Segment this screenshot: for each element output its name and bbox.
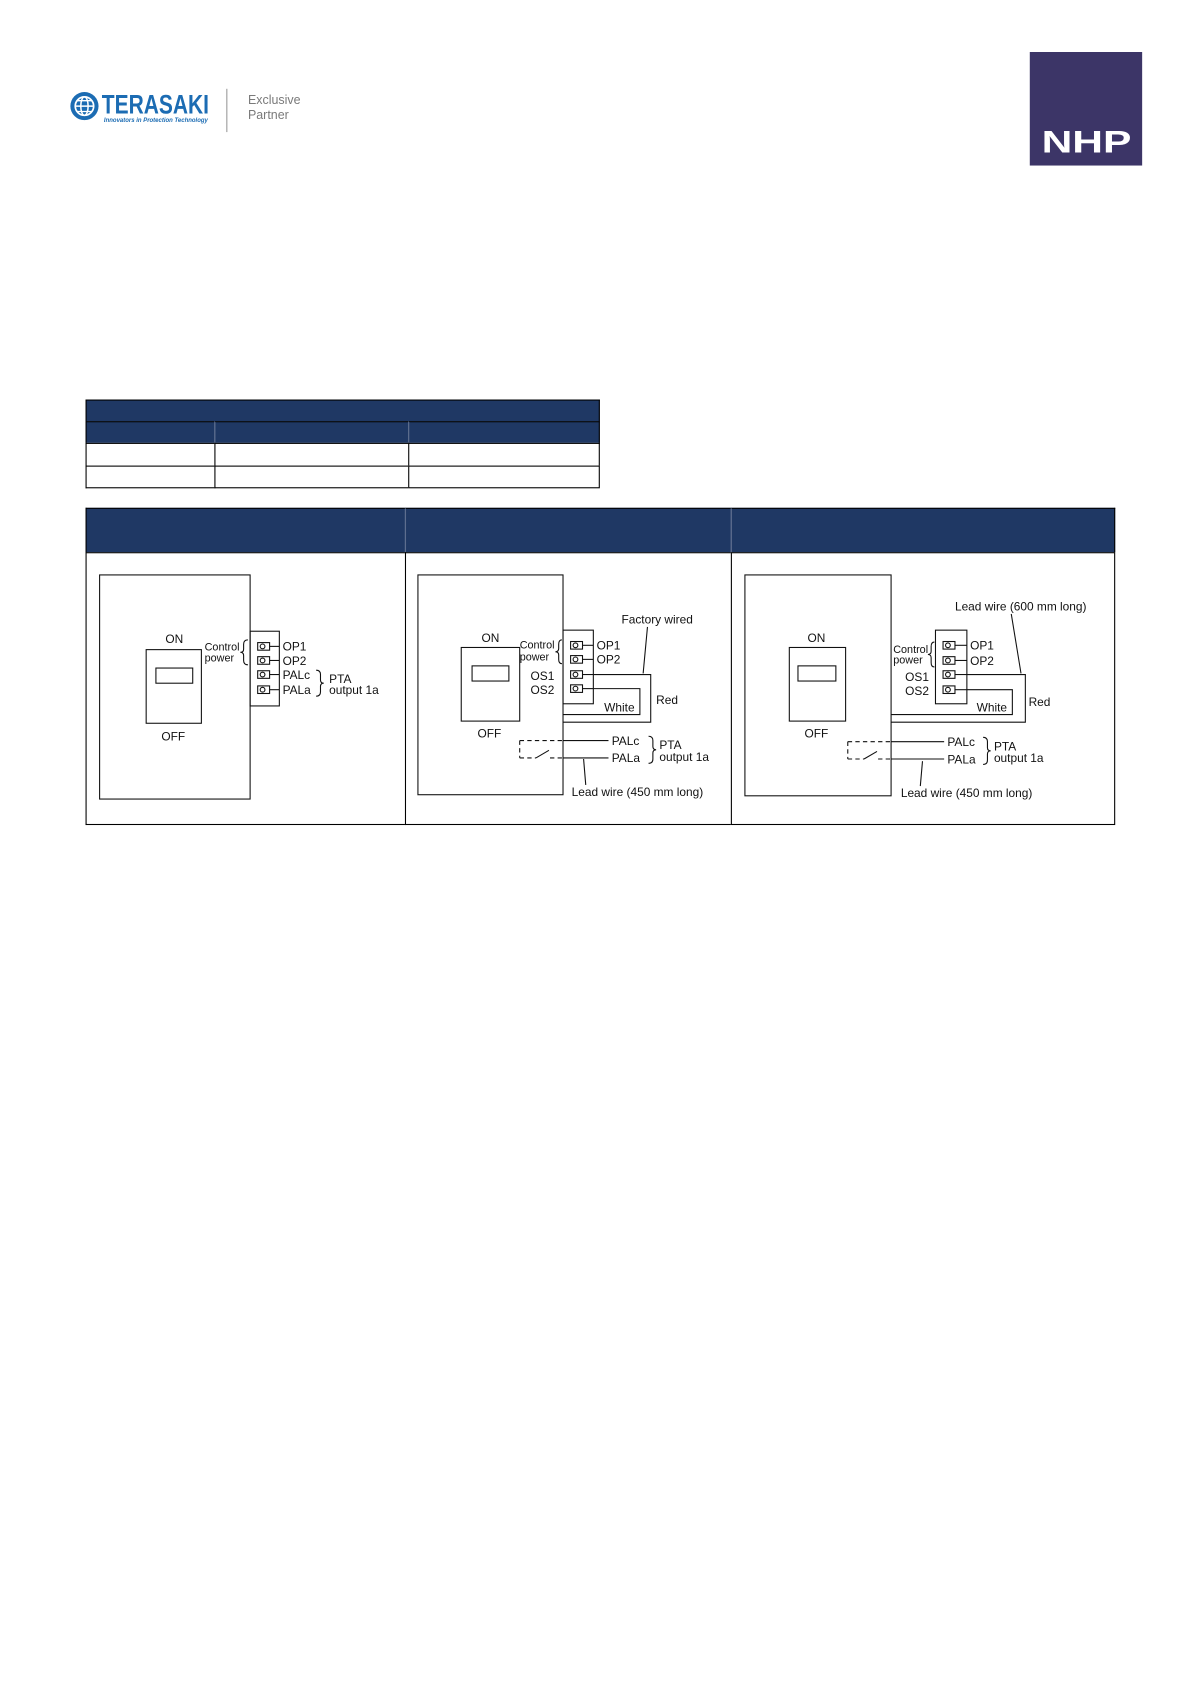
summary-table-cell [214, 466, 408, 489]
wiring-table-cell [86, 552, 405, 825]
terminal-os1 [571, 671, 594, 679]
terminal-os2 [943, 686, 967, 694]
factory-wired-leader [643, 627, 647, 674]
terminal-op1 [258, 643, 280, 651]
pta-output-label: output 1a [993, 751, 1044, 766]
partner-label-line2: Partner [247, 109, 289, 123]
summary-table-title [86, 400, 600, 422]
os1-label: OS1 [530, 668, 555, 683]
pala-label: PALa [947, 752, 976, 767]
red-wire-label: Red [656, 692, 678, 707]
control-power-label-line2: power [204, 652, 235, 665]
exclusive-partner-label [248, 93, 301, 123]
wiring-table-cell [731, 552, 1115, 825]
control-power-label-line1: Control [204, 641, 240, 654]
summary-table-cell [86, 466, 215, 489]
os1-label: OS1 [905, 670, 929, 685]
off-label: OFF [477, 726, 502, 741]
summary-table-cell [86, 443, 215, 466]
wiring-diagram-1 [86, 552, 405, 824]
terminal-op2 [943, 657, 967, 665]
factory-wired-label: Factory wired [621, 612, 693, 627]
palc-label: PALc [947, 734, 975, 749]
pta-label: PTA [329, 672, 352, 687]
terminal-op2 [258, 657, 280, 665]
terminal-palc [258, 671, 280, 679]
wiring-table-header-cell [731, 508, 1115, 552]
pta-label: PTA [993, 739, 1017, 754]
breaker-handle [461, 647, 519, 721]
off-label: OFF [804, 726, 829, 741]
summary-table-cell [408, 443, 600, 466]
white-wire-label: White [604, 700, 635, 715]
pta-output-label: output 1a [329, 683, 379, 698]
palc-label: PALc [282, 667, 311, 682]
terminal-os1 [943, 671, 967, 679]
breaker-outline [100, 575, 250, 799]
terasaki-logo [65, 87, 217, 130]
off-label: OFF [161, 729, 186, 744]
summary-table-cell [408, 466, 600, 489]
pala-label: PALa [611, 751, 640, 766]
wiring-table-cell [405, 552, 731, 825]
terasaki-wordmark: TERASAKI [101, 89, 209, 120]
control-power-brace [928, 642, 934, 667]
pta-output-label: output 1a [659, 750, 709, 765]
pala-label: PALa [282, 683, 311, 698]
logo-divider [226, 89, 227, 132]
wiring-diagram-2 [405, 552, 731, 824]
op1-label: OP1 [596, 638, 621, 653]
wiring-diagram-3 [731, 552, 1115, 824]
control-power-label-line2: power [893, 654, 923, 667]
partner-label-line1: Exclusive [247, 94, 301, 108]
breaker-handle [789, 647, 845, 721]
terminal-op1 [943, 642, 967, 650]
op2-label: OP2 [970, 653, 994, 668]
terminal-op2 [571, 656, 594, 664]
wiring-table-header-cell [86, 508, 405, 552]
lead-wire-label: Lead wire (450 mm long) [571, 784, 704, 799]
nhp-logo [1030, 52, 1143, 166]
pta-contact-symbol [520, 741, 563, 758]
pta-contact-symbol [848, 742, 891, 759]
terminal-pala [258, 686, 280, 694]
control-power-brace [555, 640, 561, 664]
handle-window [156, 668, 193, 683]
handle-window [472, 666, 509, 681]
lead-wire-leader [920, 761, 922, 786]
nhp-wordmark: NHP [1041, 124, 1132, 160]
lead-wire-600-leader [1011, 614, 1021, 674]
lead-wire-leader [584, 759, 586, 785]
pta-output-brace [316, 670, 324, 696]
breaker-handle [146, 650, 201, 724]
on-label: ON [165, 632, 184, 647]
pta-output-brace [649, 736, 657, 763]
pta-label: PTA [659, 738, 682, 753]
terminal-op1 [571, 642, 594, 650]
pta-output-brace [983, 737, 991, 764]
control-power-label-line1: Control [519, 639, 555, 652]
op1-label: OP1 [970, 638, 994, 653]
os2-label: OS2 [905, 684, 929, 699]
terasaki-globe-icon [70, 92, 98, 120]
op2-label: OP2 [596, 652, 621, 667]
terminal-os2 [571, 685, 594, 693]
op1-label: OP1 [282, 639, 307, 654]
summary-table-header-cell [214, 421, 408, 443]
handle-window [798, 666, 836, 681]
wiring-table-header-cell [405, 508, 731, 552]
summary-table-header-cell [408, 421, 600, 443]
lead-wire-label: Lead wire (450 mm long) [900, 785, 1033, 800]
terasaki-tagline: Innovators in Protection Technology [103, 117, 209, 124]
on-label: ON [807, 631, 826, 646]
lead-wire-600-label: Lead wire (600 mm long) [954, 599, 1087, 614]
control-power-label-line2: power [519, 651, 550, 664]
summary-table-cell [214, 443, 408, 466]
on-label: ON [481, 631, 500, 646]
white-wire-label: White [976, 700, 1008, 715]
os2-label: OS2 [530, 683, 555, 698]
op2-label: OP2 [282, 653, 307, 668]
control-power-label-line1: Control [893, 643, 929, 656]
control-power-brace [240, 640, 248, 665]
breaker-outline [745, 575, 891, 796]
palc-label: PALc [611, 733, 640, 748]
red-wire-label: Red [1028, 694, 1051, 709]
summary-table-header-cell [86, 421, 215, 443]
